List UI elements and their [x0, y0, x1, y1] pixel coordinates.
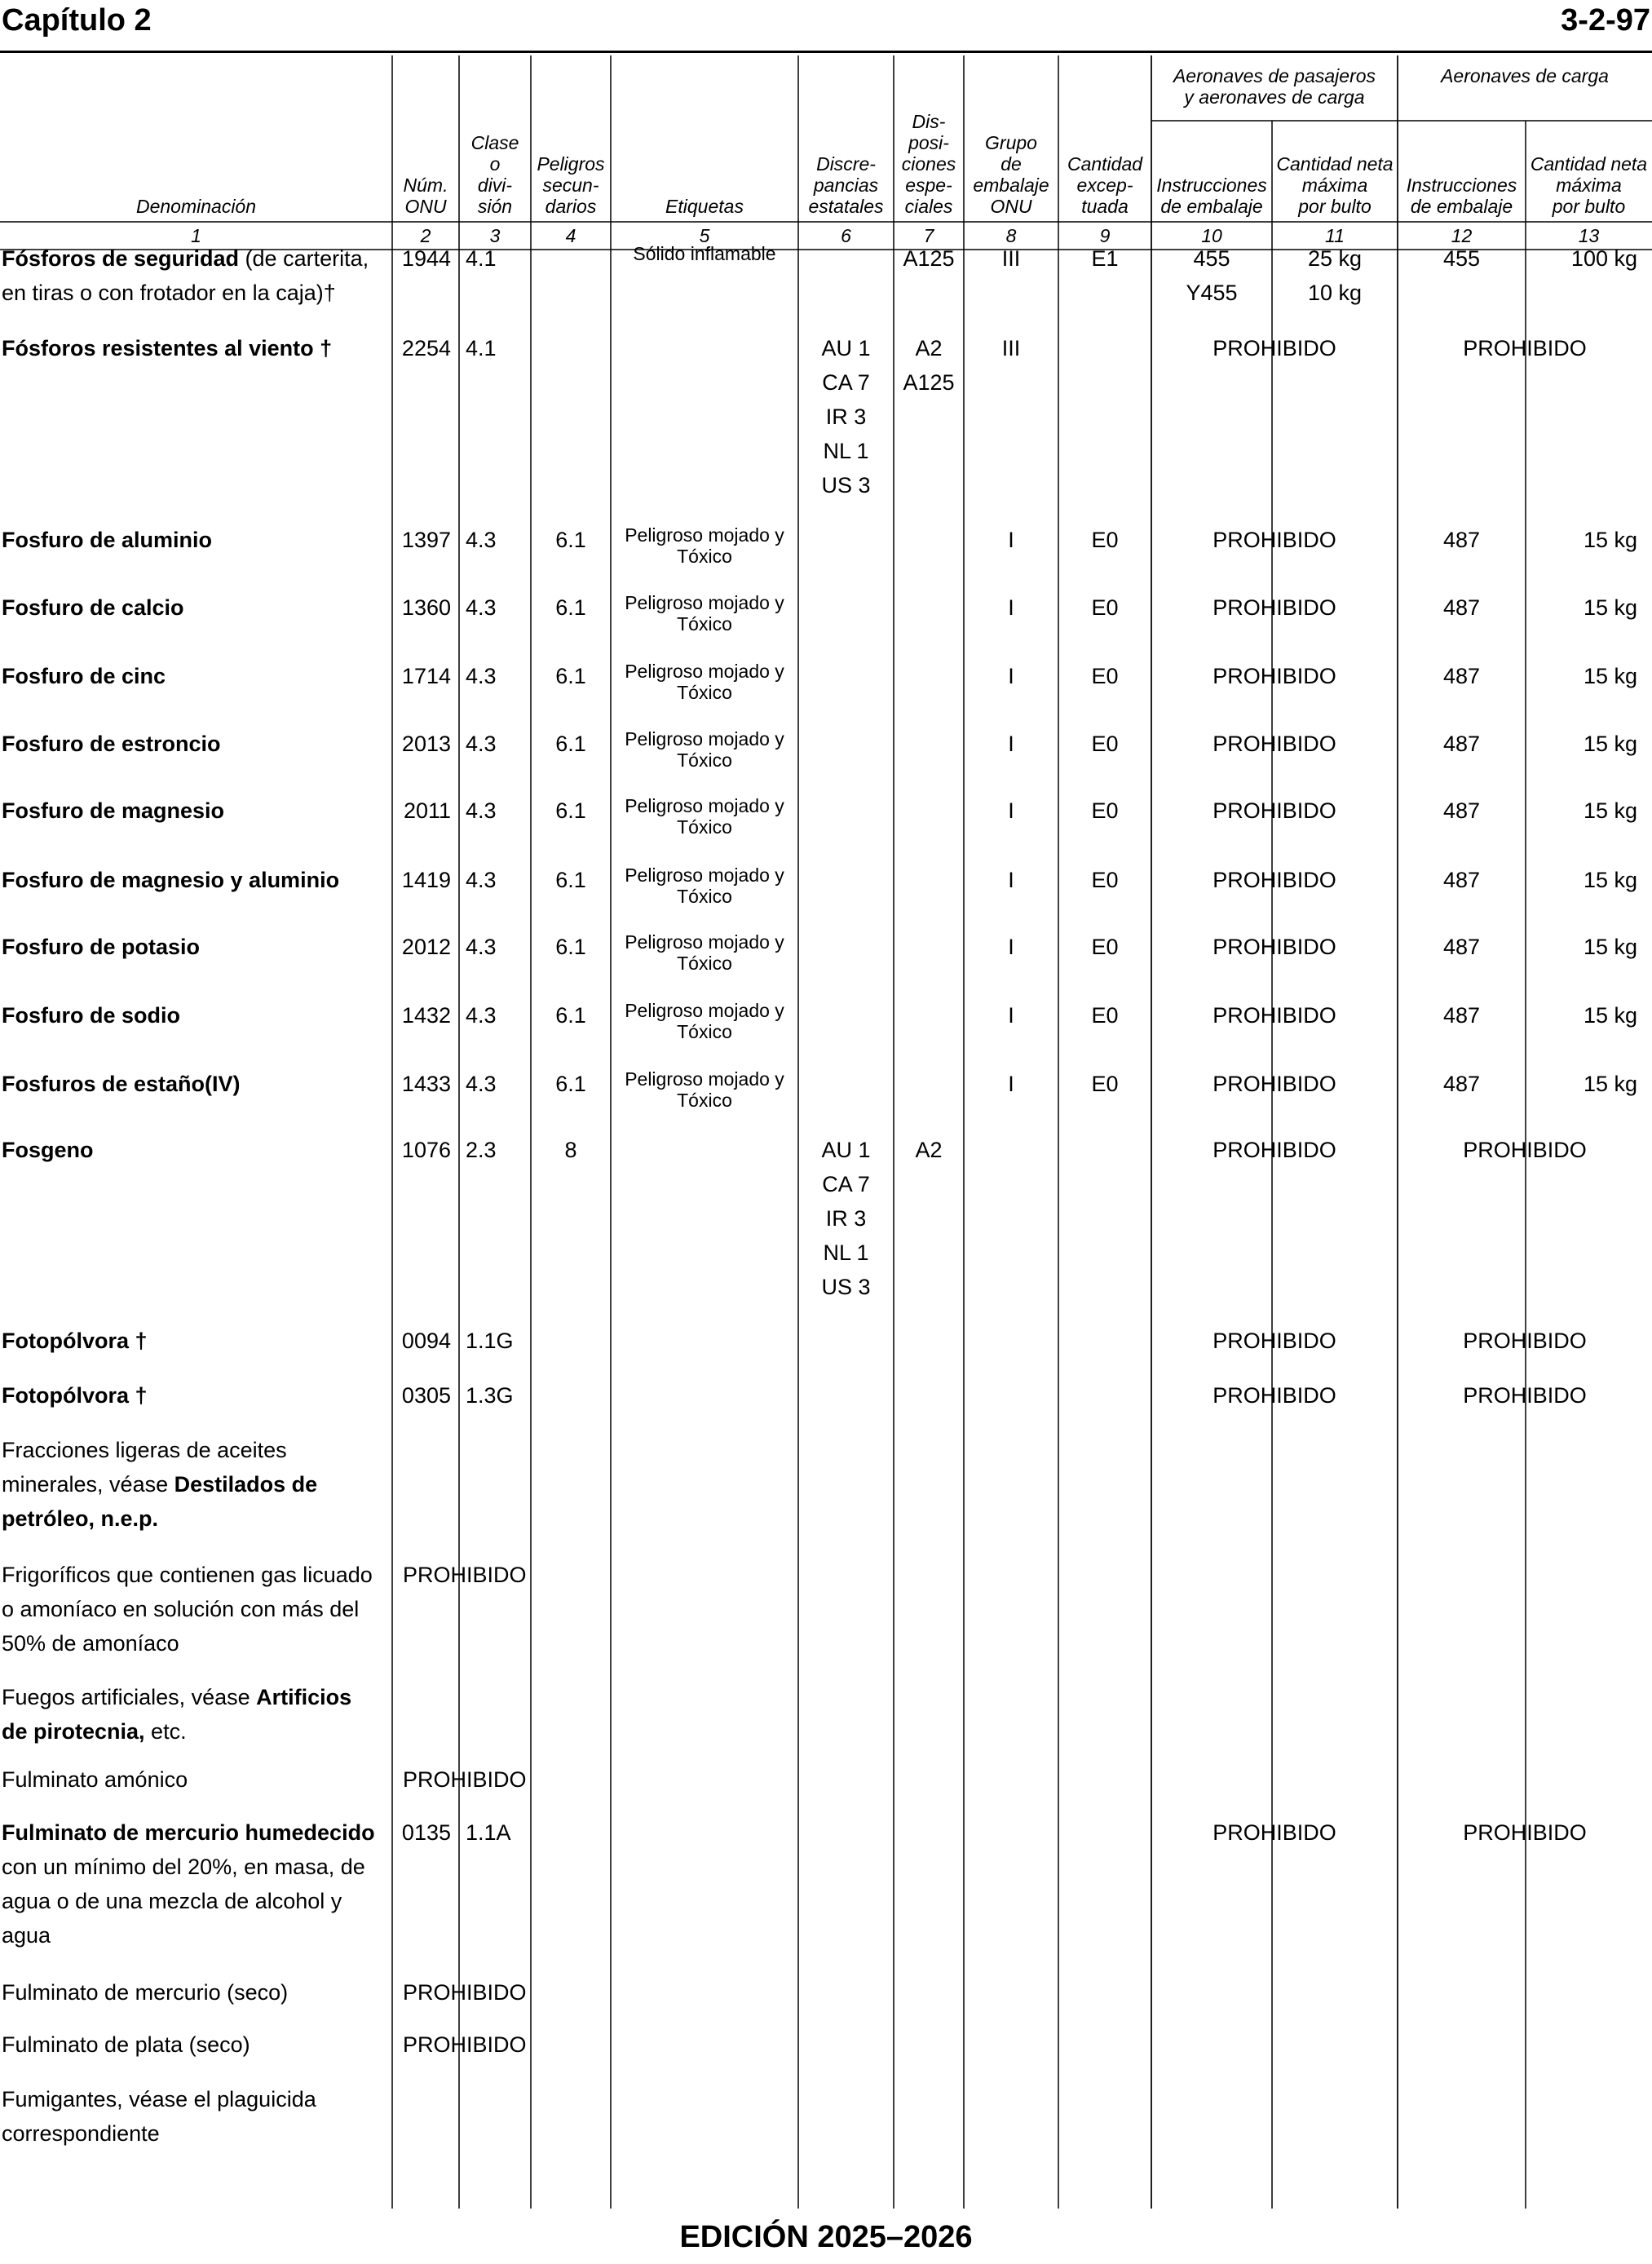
- hazard-label: Sólido inflamable: [633, 243, 776, 264]
- state-variation: IR 3: [825, 405, 867, 429]
- un-number: 0135: [401, 1820, 451, 1845]
- row-prohibited: PROHIBIDO: [403, 1563, 527, 1587]
- passenger-prohibited: PROHIBIDO: [1212, 868, 1336, 892]
- name-segment: Fosfuro de sodio: [2, 1003, 180, 1028]
- row-name: [2, 1133, 391, 1167]
- hazard-label: Tóxico: [677, 816, 732, 838]
- cargo-packing-instruction: 455: [1442, 246, 1481, 271]
- row-name: [2, 930, 391, 964]
- row-name: [2, 1592, 391, 1626]
- state-variation: CA 7: [822, 1172, 870, 1196]
- subsidiary-hazard: 6.1: [555, 664, 586, 688]
- column-header-10: Instrucciones: [1156, 175, 1267, 196]
- subsidiary-hazard: 6.1: [555, 732, 586, 756]
- un-number: 1419: [401, 868, 451, 892]
- excepted-quantity: E0: [1091, 868, 1119, 892]
- row-prohibited: PROHIBIDO: [403, 1767, 527, 1792]
- name-segment: Fosfuro de potasio: [2, 935, 200, 959]
- name-segment: Fuegos artificiales, véase: [2, 1685, 257, 1709]
- hazard-label: Peligroso mojado y: [625, 1000, 784, 1021]
- hazard-label: Tóxico: [677, 546, 732, 567]
- hazard-label: Peligroso mojado y: [625, 1068, 784, 1090]
- subsidiary-hazard: 8: [564, 1138, 577, 1162]
- row-name: [2, 1680, 391, 1714]
- hazard-label: Tóxico: [677, 1090, 732, 1111]
- column-header-9: excep-: [1076, 175, 1133, 196]
- special-provision: A125: [903, 370, 955, 395]
- name-segment: Fosgeno: [2, 1138, 94, 1162]
- subsidiary-hazard: 6.1: [555, 1003, 586, 1028]
- column-header-13: Cantidad neta: [1530, 153, 1648, 175]
- cargo-prohibited: PROHIBIDO: [1463, 336, 1587, 360]
- class-division: 4.3: [466, 595, 497, 620]
- special-provision: A2: [915, 336, 943, 360]
- subsidiary-hazard: 6.1: [555, 935, 586, 959]
- hazard-label: Tóxico: [677, 613, 732, 635]
- column-header-4: secun-: [542, 175, 599, 196]
- name-segment: etc.: [144, 1719, 187, 1744]
- column-header-9: Cantidad: [1067, 153, 1143, 175]
- cargo-packing-instruction: 487: [1442, 935, 1481, 959]
- column-header-3: o: [489, 153, 501, 175]
- row-name: [2, 863, 391, 897]
- subsidiary-hazard: 6.1: [555, 798, 586, 823]
- column-header-2: ONU: [404, 196, 447, 217]
- column-number-13: 13: [1578, 225, 1600, 246]
- excepted-quantity: E0: [1091, 664, 1119, 688]
- state-variation: CA 7: [822, 370, 870, 395]
- class-division: 4.3: [466, 732, 497, 756]
- packing-group: I: [1008, 868, 1014, 892]
- un-number: 1076: [401, 1138, 451, 1162]
- passenger-prohibited: PROHIBIDO: [1212, 798, 1336, 823]
- column-header-7: Dis-: [912, 111, 946, 132]
- subsidiary-hazard: 6.1: [555, 1072, 586, 1096]
- row-name: [2, 998, 391, 1033]
- name-segment: Fosfuros de estaño(IV): [2, 1072, 241, 1096]
- packing-group: I: [1008, 935, 1014, 959]
- hazard-label: Peligroso mojado y: [625, 864, 784, 886]
- subsidiary-hazard: 6.1: [555, 595, 586, 620]
- name-segment: petróleo, n.e.p.: [2, 1506, 159, 1531]
- un-number: 1944: [401, 246, 451, 271]
- hazard-label: Tóxico: [677, 682, 732, 703]
- column-number-8: 8: [1005, 225, 1017, 246]
- passenger-max-quantity: 10 kg: [1307, 281, 1363, 305]
- column-header-13: por bulto: [1552, 196, 1626, 217]
- class-division: 4.3: [466, 868, 497, 892]
- cargo-max-quantity: 15 kg: [1583, 595, 1637, 620]
- name-segment: Fracciones ligeras de aceites: [2, 1438, 287, 1462]
- name-segment: o amoníaco en solución con más del: [2, 1597, 360, 1621]
- row-name: [2, 2116, 391, 2151]
- column-number-6: 6: [841, 225, 851, 246]
- row-name: [2, 794, 391, 828]
- page-number: 3-2-97: [1561, 3, 1650, 38]
- passenger-prohibited: PROHIBIDO: [1212, 528, 1336, 552]
- cargo-max-quantity: 15 kg: [1583, 1072, 1637, 1096]
- special-provision: A2: [915, 1138, 943, 1162]
- row-name: [2, 727, 391, 761]
- column-header-8: ONU: [990, 196, 1032, 217]
- un-number: 2013: [401, 732, 451, 756]
- row-name: [2, 1626, 391, 1660]
- name-segment: de pirotecnia,: [2, 1719, 145, 1744]
- excepted-quantity: E0: [1091, 1072, 1119, 1096]
- name-segment: Fosfuro de aluminio: [2, 528, 213, 552]
- name-segment: con un mínimo del 20%, en masa, de: [2, 1855, 365, 1879]
- name-segment: correspondiente: [2, 2121, 160, 2146]
- name-segment: Fósforos resistentes al viento †: [2, 336, 333, 360]
- excepted-quantity: E0: [1091, 732, 1119, 756]
- column-header-12: Instrucciones: [1406, 175, 1517, 196]
- un-number: 0094: [401, 1329, 451, 1353]
- column-header-8: Grupo: [985, 132, 1037, 153]
- class-division: 1.3G: [466, 1383, 514, 1408]
- row-prohibited: PROHIBIDO: [403, 1980, 527, 2005]
- row-name: [2, 1558, 391, 1592]
- row-name: [2, 1975, 391, 2010]
- subsidiary-hazard: 6.1: [555, 528, 586, 552]
- cargo-max-quantity: 15 kg: [1583, 732, 1637, 756]
- class-division: 4.3: [466, 798, 497, 823]
- passenger-max-quantity: 25 kg: [1307, 246, 1363, 271]
- class-division: 1.1G: [466, 1329, 514, 1353]
- column-header-6: estatales: [808, 196, 884, 217]
- un-number: 1360: [401, 595, 451, 620]
- column-header-4: darios: [545, 196, 597, 217]
- column-header-11: Cantidad neta: [1276, 153, 1394, 175]
- group-header-passenger: y aeronaves de carga: [1184, 86, 1365, 108]
- cargo-prohibited: PROHIBIDO: [1463, 1383, 1587, 1408]
- name-segment: Fulminato de mercurio humedecido: [2, 1820, 375, 1845]
- un-number: 1397: [401, 528, 451, 552]
- excepted-quantity: E0: [1091, 1003, 1119, 1028]
- hazard-label: Peligroso mojado y: [625, 931, 784, 953]
- passenger-prohibited: PROHIBIDO: [1212, 732, 1336, 756]
- row-name: [2, 659, 391, 693]
- excepted-quantity: E0: [1091, 935, 1119, 959]
- name-segment: Fumigantes, véase el plaguicida: [2, 2087, 316, 2111]
- group-header-cargo: Aeronaves de carga: [1441, 65, 1609, 86]
- row-name: [2, 1378, 391, 1413]
- column-header-8: de: [1000, 153, 1022, 175]
- row-name: [2, 523, 391, 557]
- cargo-prohibited: PROHIBIDO: [1463, 1820, 1587, 1845]
- excepted-quantity: E1: [1091, 246, 1119, 271]
- packing-group: III: [1001, 246, 1021, 271]
- passenger-prohibited: PROHIBIDO: [1212, 664, 1336, 688]
- state-variation: NL 1: [823, 1240, 869, 1265]
- name-segment: 50% de amoníaco: [2, 1631, 179, 1656]
- class-division: 4.3: [466, 664, 497, 688]
- hazard-label: Tóxico: [677, 886, 732, 907]
- excepted-quantity: E0: [1091, 528, 1119, 552]
- column-header-6: Discre-: [816, 153, 876, 175]
- hazard-label: Peligroso mojado y: [625, 592, 784, 613]
- special-provision: A125: [903, 246, 955, 271]
- passenger-prohibited: PROHIBIDO: [1212, 1329, 1336, 1353]
- edition-footer: EDICIÓN 2025–2026: [679, 2220, 973, 2254]
- packing-group: I: [1008, 798, 1014, 823]
- un-number: 1433: [401, 1072, 451, 1096]
- class-division: 4.3: [466, 935, 497, 959]
- class-division: 4.3: [466, 1072, 497, 1096]
- un-number: 1432: [401, 1003, 451, 1028]
- name-segment: Fosfuro de cinc: [2, 664, 166, 688]
- state-variation: US 3: [821, 473, 871, 497]
- cargo-max-quantity: 15 kg: [1583, 664, 1637, 688]
- cargo-max-quantity: 100 kg: [1570, 246, 1637, 271]
- row-name: [2, 1815, 391, 1850]
- passenger-prohibited: PROHIBIDO: [1212, 1138, 1336, 1162]
- row-name: [2, 331, 391, 365]
- name-segment: (de carterita,: [239, 246, 369, 271]
- name-segment: Fósforos de seguridad: [2, 246, 240, 271]
- name-segment: Fosfuro de magnesio: [2, 798, 225, 823]
- passenger-prohibited: PROHIBIDO: [1212, 595, 1336, 620]
- row-name: [2, 1884, 391, 1918]
- name-segment: Fulminato amónico: [2, 1767, 188, 1792]
- hazard-label: Tóxico: [677, 1021, 732, 1042]
- subsidiary-hazard: 6.1: [555, 868, 586, 892]
- state-variation: AU 1: [821, 1138, 871, 1162]
- un-number: 2254: [401, 336, 451, 360]
- group-header-passenger: Aeronaves de pasajeros: [1173, 65, 1376, 86]
- column-header-10: de embalaje: [1160, 196, 1263, 217]
- column-header-4: Peligros: [537, 153, 605, 175]
- column-header-13: máxima: [1556, 175, 1622, 196]
- name-segment: agua o de una mezcla de alcohol y: [2, 1889, 342, 1913]
- column-header-7: posi-: [908, 132, 949, 153]
- cargo-packing-instruction: 487: [1442, 732, 1481, 756]
- column-header-6: pancias: [813, 175, 879, 196]
- cargo-packing-instruction: 487: [1442, 595, 1481, 620]
- hazard-label: Peligroso mojado y: [625, 728, 784, 750]
- row-name: [2, 1324, 391, 1358]
- column-header-12: de embalaje: [1410, 196, 1513, 217]
- cargo-max-quantity: 15 kg: [1583, 868, 1637, 892]
- class-division: 4.1: [466, 246, 497, 271]
- class-division: 4.3: [466, 1003, 497, 1028]
- excepted-quantity: E0: [1091, 595, 1119, 620]
- row-name: [2, 1467, 391, 1501]
- row-name: [2, 276, 391, 310]
- packing-group: III: [1001, 336, 1021, 360]
- column-number-7: 7: [923, 225, 934, 246]
- cargo-packing-instruction: 487: [1442, 868, 1481, 892]
- cargo-packing-instruction: 487: [1442, 1072, 1481, 1096]
- state-variation: AU 1: [821, 336, 871, 360]
- cargo-max-quantity: 15 kg: [1583, 798, 1637, 823]
- state-variation: IR 3: [825, 1206, 867, 1231]
- column-number-9: 9: [1099, 225, 1111, 246]
- un-number: 2011: [403, 798, 451, 823]
- column-number-12: 12: [1451, 225, 1473, 246]
- column-header-11: máxima: [1301, 175, 1368, 196]
- column-header-1: Denominación: [135, 196, 257, 217]
- packing-group: I: [1008, 664, 1014, 688]
- cargo-max-quantity: 15 kg: [1583, 528, 1637, 552]
- cargo-max-quantity: 15 kg: [1583, 1003, 1637, 1028]
- column-header-8: embalaje: [973, 175, 1049, 196]
- name-segment: Fotopólvora †: [2, 1383, 148, 1408]
- class-division: 1.1A: [466, 1820, 511, 1845]
- column-header-9: tuada: [1081, 196, 1129, 217]
- column-header-2: Núm.: [403, 175, 448, 196]
- passenger-prohibited: PROHIBIDO: [1212, 1003, 1336, 1028]
- row-name: [2, 1762, 391, 1797]
- column-number-11: 11: [1325, 225, 1345, 246]
- row-name: [2, 2082, 391, 2116]
- name-segment: Frigoríficos que contienen gas licuado: [2, 1563, 373, 1587]
- hazard-label: Peligroso mojado y: [625, 795, 784, 816]
- packing-group: I: [1008, 1072, 1014, 1096]
- name-segment: Destilados de: [174, 1472, 318, 1497]
- packing-group: I: [1008, 595, 1014, 620]
- column-number-1: 1: [191, 225, 201, 246]
- column-header-7: ciones: [901, 153, 956, 175]
- hazard-label: Tóxico: [677, 750, 732, 771]
- column-number-4: 4: [565, 225, 576, 246]
- row-prohibited: PROHIBIDO: [403, 2032, 527, 2057]
- row-name: [2, 1850, 391, 1884]
- packing-group: I: [1008, 528, 1014, 552]
- class-division: 2.3: [466, 1138, 497, 1162]
- column-header-11: por bulto: [1298, 196, 1372, 217]
- passenger-prohibited: PROHIBIDO: [1212, 336, 1336, 360]
- cargo-prohibited: PROHIBIDO: [1463, 1138, 1587, 1162]
- hazard-label: Peligroso mojado y: [625, 524, 784, 546]
- column-header-7: ciales: [904, 196, 953, 217]
- name-segment: Fulminato de plata (seco): [2, 2032, 250, 2057]
- column-header-3: divi-: [477, 175, 513, 196]
- name-segment: agua: [2, 1923, 51, 1948]
- chapter-title: Capítulo 2: [2, 3, 152, 38]
- packing-group: I: [1008, 1003, 1014, 1028]
- row-name: [2, 1067, 391, 1101]
- cargo-prohibited: PROHIBIDO: [1463, 1329, 1587, 1353]
- column-header-3: sión: [477, 196, 513, 217]
- un-number: 1714: [401, 664, 451, 688]
- column-number-2: 2: [420, 225, 431, 246]
- name-segment: Fosfuro de estroncio: [2, 732, 221, 756]
- name-segment: Fotopólvora †: [2, 1329, 148, 1353]
- cargo-packing-instruction: 487: [1442, 798, 1481, 823]
- row-name: [2, 1501, 391, 1536]
- un-number: 2012: [401, 935, 451, 959]
- packing-group: I: [1008, 732, 1014, 756]
- class-division: 4.3: [466, 528, 497, 552]
- excepted-quantity: E0: [1091, 798, 1119, 823]
- name-segment: Fosfuro de calcio: [2, 595, 184, 620]
- row-name: [2, 590, 391, 625]
- hazard-label: Peligroso mojado y: [625, 661, 784, 682]
- row-name: [2, 2027, 391, 2062]
- class-division: 4.1: [466, 336, 497, 360]
- passenger-prohibited: PROHIBIDO: [1212, 1383, 1336, 1408]
- column-header-3: Clase: [470, 132, 519, 153]
- name-segment: Fulminato de mercurio (seco): [2, 1980, 289, 2005]
- row-name: [2, 241, 391, 276]
- passenger-prohibited: PROHIBIDO: [1212, 935, 1336, 959]
- column-header-5: Etiquetas: [665, 196, 744, 217]
- column-number-5: 5: [699, 225, 710, 246]
- row-name: [2, 1714, 391, 1749]
- hazard-label: Tóxico: [677, 953, 732, 974]
- state-variation: NL 1: [823, 439, 869, 463]
- name-segment: Fosfuro de magnesio y aluminio: [2, 868, 340, 892]
- passenger-prohibited: PROHIBIDO: [1212, 1820, 1336, 1845]
- passenger-prohibited: PROHIBIDO: [1212, 1072, 1336, 1096]
- un-number: 0305: [401, 1383, 451, 1408]
- state-variation: US 3: [821, 1275, 871, 1299]
- name-segment: minerales, véase: [2, 1472, 174, 1497]
- row-name: [2, 1918, 391, 1952]
- cargo-max-quantity: 15 kg: [1583, 935, 1637, 959]
- row-name: [2, 1433, 391, 1467]
- column-header-7: espe-: [905, 175, 952, 196]
- cargo-packing-instruction: 487: [1442, 528, 1481, 552]
- cargo-packing-instruction: 487: [1442, 1003, 1481, 1028]
- column-number-10: 10: [1201, 225, 1222, 246]
- name-segment: Artificios: [256, 1685, 352, 1709]
- cargo-packing-instruction: 487: [1442, 664, 1481, 688]
- name-segment: en tiras o con frotador en la caja)†: [2, 281, 336, 305]
- passenger-packing-instruction: 455: [1193, 246, 1230, 271]
- passenger-packing-instruction: Y455: [1186, 281, 1238, 305]
- column-number-3: 3: [489, 225, 501, 246]
